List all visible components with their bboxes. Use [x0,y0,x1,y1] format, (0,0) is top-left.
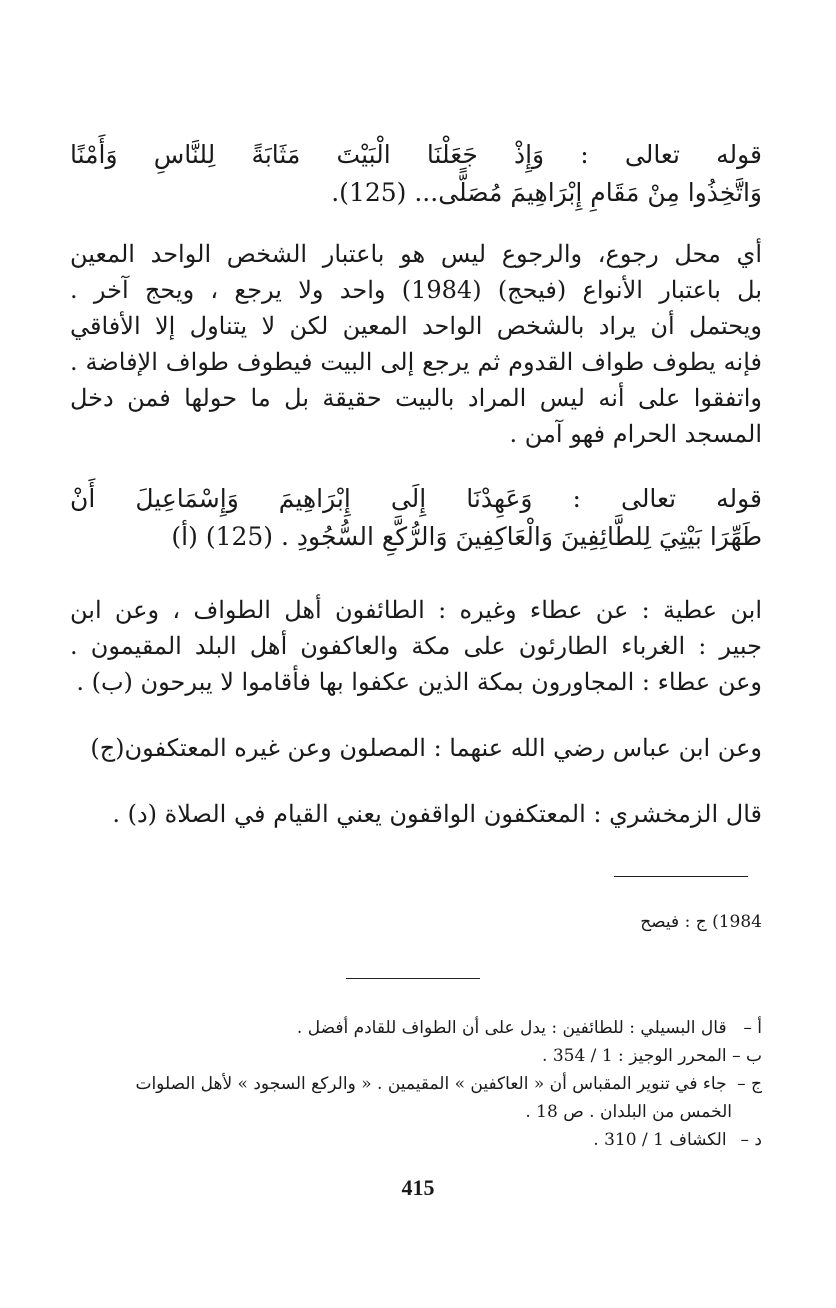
footnote-text: جاء في تنوير المقباس أن « العاكفين » المقيمين . « والركع السجود » لأهل الصلوات [135,1074,727,1094]
footnote-label: د – [740,1130,762,1150]
verse-2-line-1: قوله تعالى : وَعَهِدْنَا إِلَى إِبْرَاهِيمَ وَإِسْمَاعِيلَ أَنْ [70,484,762,513]
page-number: 415 [401,1175,435,1200]
footnote-a [70,1014,762,1042]
footnote-text: الكشاف 1 / 310 . [593,1130,727,1150]
paragraph-line: بل باعتبار الأنواع (فيحج) (1984) واحد ولا يرجع ، ويحج آخر . [70,276,763,304]
footnote-c [70,1070,762,1098]
verse-1-line-1: قوله تعالى : وَإِذْ جَعَلْنَا الْبَيْتَ مَثَابَةً لِلنَّاسِ وَأَمْنًا [70,140,762,169]
verse-block-1 [70,136,762,212]
footnote-text: المحرر الوجيز : 1 / 354 . [542,1046,727,1066]
variant-note [70,908,762,936]
footnote-c-continuation: الخمس من البلدان . ص 18 . [525,1102,732,1122]
footnote-text: قال البسيلي : للطائفين : يدل على أن الطواف للقادم أفضل . [296,1018,727,1038]
variant-note-text: 1984) ج : فيصح [640,912,762,932]
paragraph-line: واتفقوا على أنه ليس المراد بالبيت حقيقة بل ما حولها فمن دخل [70,384,762,412]
commentary-paragraph-3 [70,730,762,766]
footnote-label: ب – [732,1046,762,1066]
commentary-paragraph-1 [70,236,762,452]
commentary-paragraph-4 [70,796,762,832]
paragraph-line: ابن عطية : عن عطاء وغيره : الطائفون أهل الطواف ، وعن ابن [70,596,762,624]
variant-separator-rule [614,876,748,877]
paragraph-line: جبير : الغرباء الطارئون على مكة والعاكفون أهل البلد المقيمون . [70,632,762,660]
paragraph-line: ويحتمل أن يراد بالشخص الواحد المعين لكن لا يتناول إلا الأفاقي [70,312,762,340]
footnote-d [70,1126,762,1154]
commentary-paragraph-2 [70,592,762,700]
footnote-label: أ – [743,1018,762,1038]
paragraph-line: فإنه يطوف طواف القدوم ثم يرجع إلى البيت فيطوف طواف الإفاضة . [70,348,762,376]
verse-2-line-2: طَهِّرَا بَيْتِيَ لِلطَّائِفِينَ وَالْعَاكِفِينَ وَالرُّكَّعِ السُّجُودِ . (125) (أ) [171,522,762,551]
paragraph-line: المسجد الحرام فهو آمن . [509,420,762,448]
paragraph-line: أي محل رجوع، والرجوع ليس هو باعتبار الشخص الواحد المعين [70,240,762,268]
paragraph-line: وعن ابن عباس رضي الله عنهما : المصلون وعن غيره المعتكفون(ج) [90,734,762,762]
footnotes [70,1014,762,1154]
paragraph-line: قال الزمخشري : المعتكفون الواقفون يعني القيام في الصلاة (د) . [112,800,762,828]
verse-1-line-2: وَاتَّخِذُوا مِنْ مَقَامِ إِبْرَاهِيمَ مُصَلًّى... (125). [331,178,762,207]
footnote-b [70,1042,762,1070]
footnote-label: ج – [737,1074,762,1094]
footnote-separator-rule [346,978,480,979]
verse-block-2 [70,480,762,556]
paragraph-line: وعن عطاء : المجاورون بمكة الذين عكفوا بها فأقاموا لا يبرحون (ب) . [76,668,762,696]
